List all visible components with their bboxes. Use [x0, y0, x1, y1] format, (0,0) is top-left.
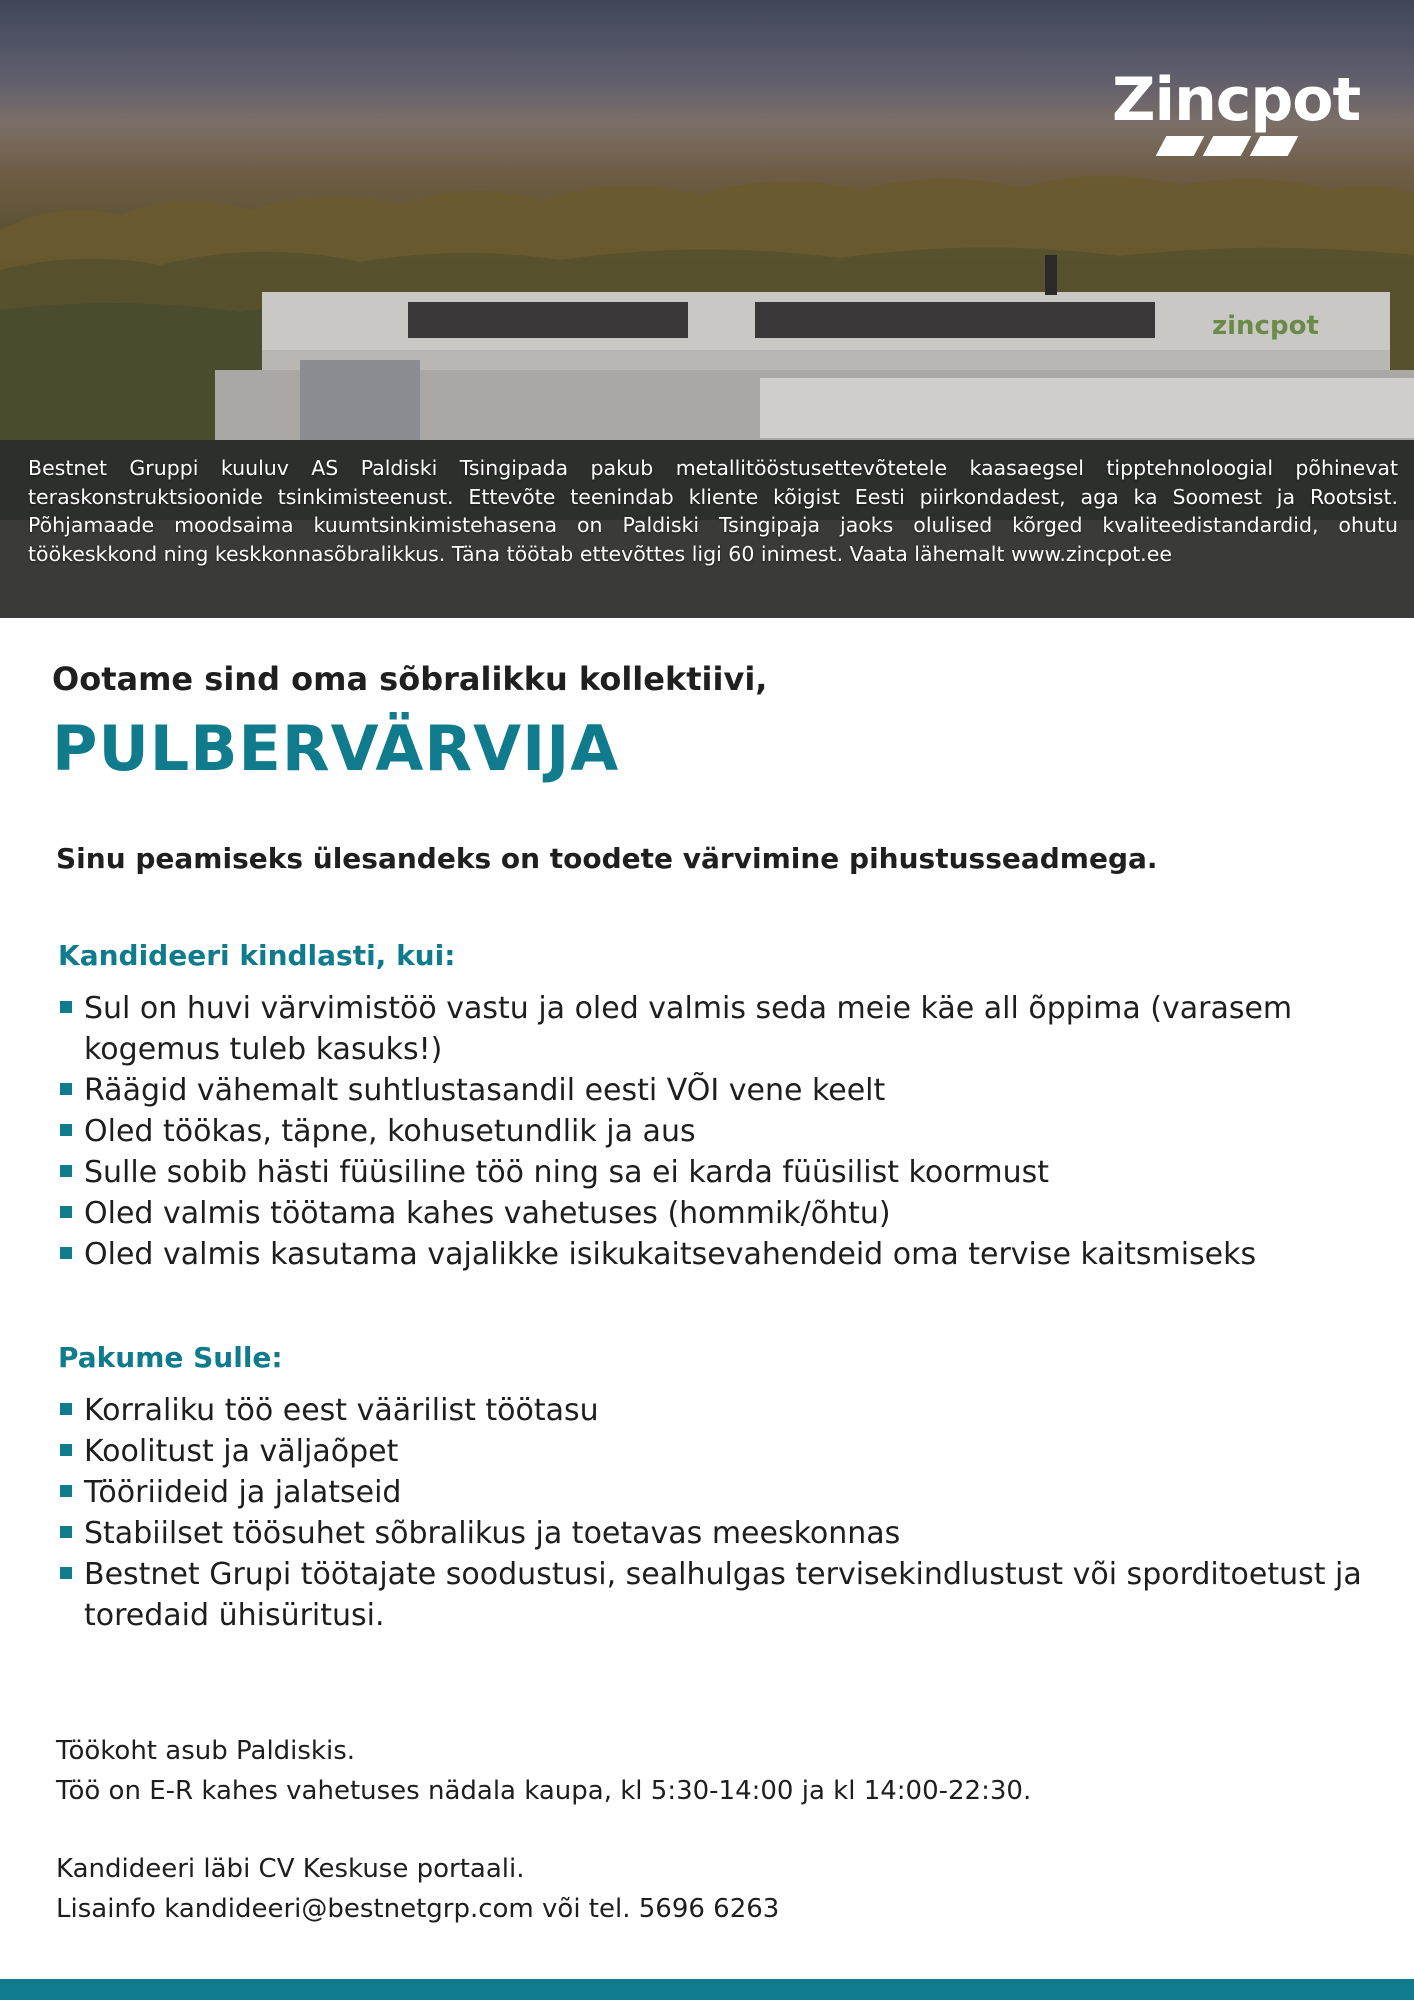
- bullet-icon: [60, 1247, 72, 1259]
- list-item: Oled valmis töötama kahes vahetuses (hommik/õhtu): [58, 1193, 1388, 1234]
- requirements-heading: Kandideeri kindlasti, kui:: [58, 939, 456, 972]
- list-item: Korraliku töö eest väärilist töötasu: [58, 1390, 1388, 1431]
- main-task: Sinu peamiseks ülesandeks on toodete värvimine pihustusseadmega.: [56, 842, 1158, 875]
- bullet-icon: [60, 1124, 72, 1136]
- requirements-list: [58, 988, 1388, 1275]
- bullet-icon: [60, 1165, 72, 1177]
- bullet-icon: [60, 1444, 72, 1456]
- zincpot-logo: [1112, 65, 1361, 156]
- list-item: Bestnet Grupi töötajate soodustusi, sealhulgas tervisekindlustust või sporditoetust ja toredaid ühisüritusi.: [58, 1554, 1388, 1636]
- list-item: Stabiilset töösuhet sõbralikus ja toetavas meeskonnas: [58, 1513, 1388, 1554]
- company-description: Bestnet Gruppi kuuluv AS Paldiski Tsingipada pakub metallitööstusettevõtetele kaasaegsel tipptehnoloogial põhinevat teraskonstruktsioonide tsinkimisteenust. Ettevõte teenindab kliente kõigist Eesti piirkondadest, aga ka Soomest ja Rootsist. Põhjamaade moodsaima kuumtsinkimistehasena on Paldiski Tsingipaja jaoks olulised kõrged kvaliteedistandardid, ohutu töökeskkond ning keskkonnasõbralikkus. Täna töötab ettevõttes ligi 60 inimest. Vaata lähemalt www.zincpot.ee: [28, 456, 1398, 566]
- bullet-icon: [60, 1403, 72, 1415]
- list-item: Oled valmis kasutama vajalikke isikukaitsevahendeid oma tervise kaitsmiseks: [58, 1234, 1388, 1275]
- bullet-icon: [60, 1567, 72, 1579]
- logo-stripes: [1112, 136, 1332, 156]
- list-item: Koolitust ja väljaõpet: [58, 1431, 1388, 1472]
- building-sign: zincpot: [1212, 311, 1319, 341]
- intro-heading: Ootame sind oma sõbralikku kollektiivi,: [52, 660, 768, 698]
- bullet-icon: [60, 1206, 72, 1218]
- work-location: Töökoht asub Paldiskis.: [56, 1736, 356, 1766]
- list-item: Sul on huvi värvimistöö vastu ja oled valmis seda meie käe all õppima (varasem kogemus tuleb kasuks!): [58, 988, 1388, 1070]
- footer-bar: [0, 1979, 1414, 2000]
- list-item: Tööriideid ja jalatseid: [58, 1472, 1388, 1513]
- list-item: Räägid vähemalt suhtlustasandil eesti VÕI vene keelt: [58, 1070, 1388, 1111]
- job-title: PULBERVÄRVIJA: [52, 712, 620, 785]
- offers-list: [58, 1390, 1388, 1636]
- list-item: Sulle sobib hästi füüsiline töö ning sa ei karda füüsilist koormust: [58, 1152, 1388, 1193]
- apply-instructions: Kandideeri läbi CV Keskuse portaali.: [56, 1854, 525, 1884]
- contact-info: Lisainfo kandideeri@bestnetgrp.com või tel. 5696 6263: [56, 1894, 780, 1924]
- bullet-icon: [60, 1485, 72, 1497]
- offers-heading: Pakume Sulle:: [58, 1341, 283, 1374]
- bullet-icon: [60, 1001, 72, 1013]
- logo-wordmark: Zincpot: [1112, 65, 1361, 135]
- bullet-icon: [60, 1083, 72, 1095]
- hero-banner: [0, 0, 1414, 618]
- bullet-icon: [60, 1526, 72, 1538]
- work-schedule: Töö on E-R kahes vahetuses nädala kaupa, kl 5:30-14:00 ja kl 14:00-22:30.: [56, 1776, 1032, 1806]
- list-item: Oled töökas, täpne, kohusetundlik ja aus: [58, 1111, 1388, 1152]
